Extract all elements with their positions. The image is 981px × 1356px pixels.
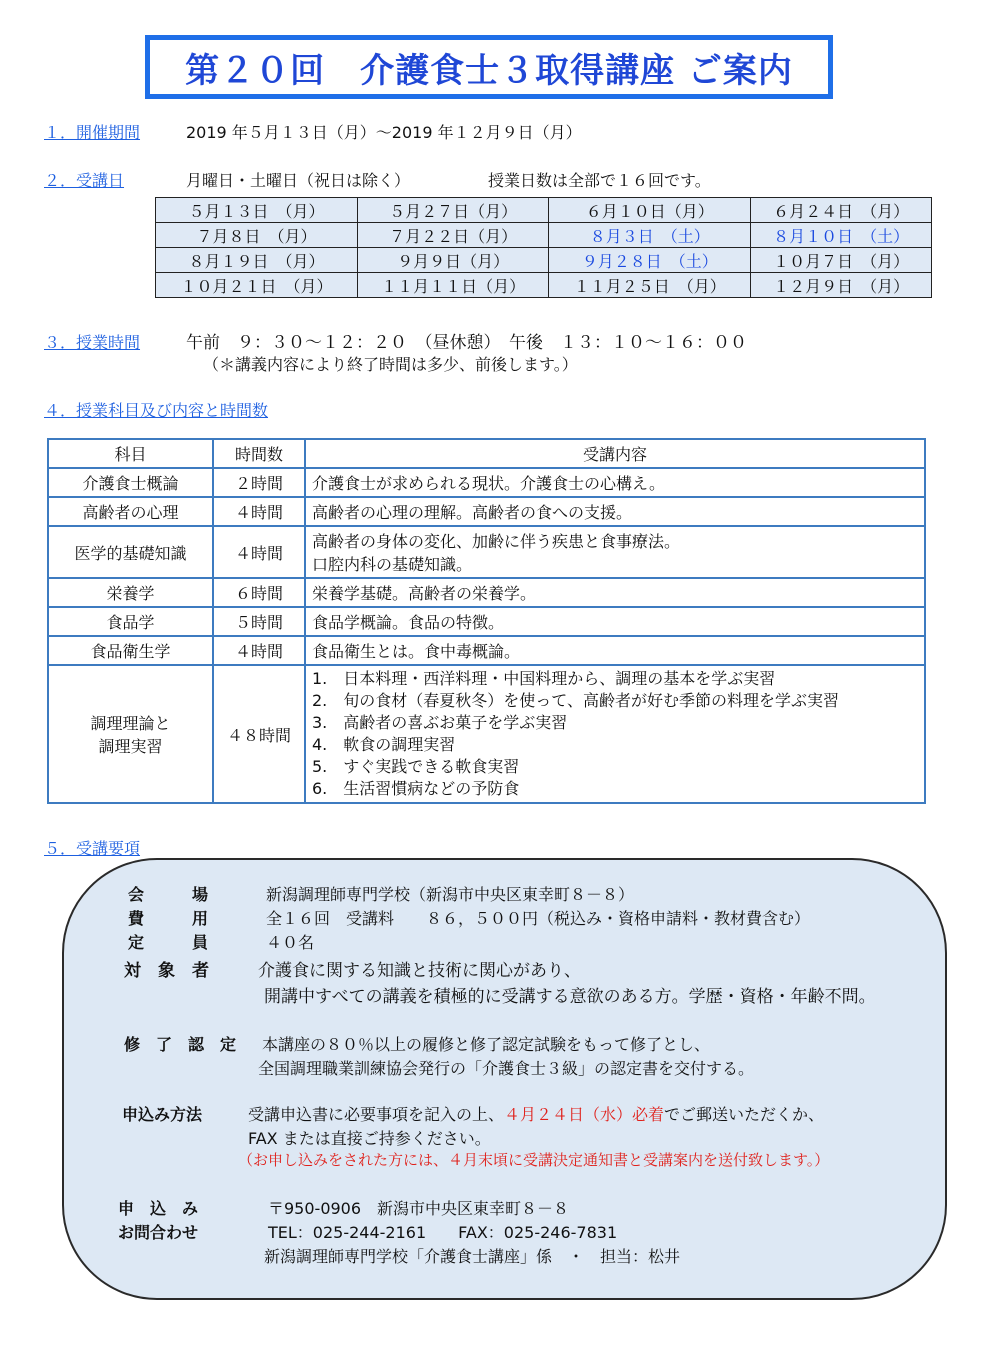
content-cell: 食品衛生とは。食中毒概論。	[305, 636, 925, 665]
table-row	[156, 198, 932, 223]
days-text: 月曜日・土曜日（祝日は除く）	[186, 171, 411, 190]
fee-label: 費 用	[128, 909, 209, 928]
cooking-list	[312, 668, 918, 800]
date-cell: ８月１９日 （月）	[156, 248, 358, 273]
content-cell: 介護食士が求められる現状。介護食士の心構え。	[305, 468, 925, 497]
list-item: 6. 生活習慣病などの予防食	[312, 779, 520, 798]
title-box	[145, 35, 833, 99]
date-cell: １０月２１日 （月）	[156, 273, 358, 298]
section-heading-hours: ３．授業時間	[44, 333, 141, 352]
application-line-2: FAX または直接ご持参ください。	[248, 1129, 491, 1148]
list-item: 2. 旬の食材（春夏秋冬）を使って、高齢者が好む季節の料理を学ぶ実習	[312, 691, 839, 710]
list-item: 3. 高齢者の喜ぶお菓子を学ぶ実習	[312, 713, 568, 732]
application-text: でご郵送いただくか、	[664, 1105, 825, 1124]
date-cell-saturday: ９月２８日 （土）	[549, 248, 751, 273]
hours-cell: ４時間	[213, 636, 305, 665]
subject-cell: 食品衛生学	[48, 636, 213, 665]
subjects-table	[47, 438, 926, 804]
header-content: 受講内容	[305, 439, 925, 468]
section-heading-period: １．開催期間	[44, 123, 141, 142]
application-note: （お申し込みをされた方には、４月末頃に受講決定通知書と受講案内を送付致します。）	[238, 1151, 830, 1169]
table-header-row	[48, 439, 925, 468]
date-cell-saturday: ８月１０日 （土）	[751, 223, 932, 248]
contact-label-2: お問合わせ	[118, 1223, 199, 1242]
capacity-value: ４０名	[266, 933, 315, 952]
list-item: 1. 日本料理・西洋料理・中国料理から、調理の基本を学ぶ実習	[312, 669, 776, 688]
content-cell	[305, 665, 925, 803]
table-row	[48, 526, 925, 578]
hours-cell: ５時間	[213, 607, 305, 636]
content-cell	[305, 526, 925, 578]
subject-cell: 医学的基礎知識	[48, 526, 213, 578]
venue-label: 会 場	[128, 885, 209, 904]
table-row	[48, 578, 925, 607]
contact-person: 新潟調理師専門学校「介護食士講座」係 ・ 担当：松井	[264, 1247, 681, 1266]
table-row	[156, 223, 932, 248]
table-row	[48, 636, 925, 665]
section-heading-subjects: ４．授業科目及び内容と時間数	[44, 401, 269, 420]
subject-cell: 介護食士概論	[48, 468, 213, 497]
hours-note: （＊講義内容により終了時間は多少、前後します。）	[203, 355, 578, 374]
hours-cell: ２時間	[213, 468, 305, 497]
period-text: 2019 年５月１３日（月）～2019 年１２月９日（月）	[186, 123, 582, 142]
target-line-1: 介護食に関する知識と技術に関心があり、	[258, 961, 581, 981]
hours-cell: ４時間	[213, 497, 305, 526]
table-row	[48, 607, 925, 636]
certification-line-2: 全国調理職業訓練協会発行の「介護食士３級」の認定書を交付する。	[258, 1059, 755, 1078]
date-cell: ７月８日 （月）	[156, 223, 358, 248]
date-cell: ５月１３日 （月）	[156, 198, 358, 223]
table-row	[48, 665, 925, 803]
contact-address: 〒950-0906 新潟市中央区東幸町８－８	[268, 1199, 570, 1218]
content-line: 口腔内科の基礎知識。	[312, 555, 473, 574]
venue-value: 新潟調理師専門学校（新潟市中央区東幸町８－８）	[266, 885, 635, 904]
class-hours-text: 午前 ９：３０～１２：２０ （昼休憩） 午後 １３：１０～１６：００	[186, 333, 747, 353]
table-row	[156, 273, 932, 298]
target-label: 対 象 者	[124, 961, 209, 981]
subject-cell: 高齢者の心理	[48, 497, 213, 526]
table-row	[48, 468, 925, 497]
schedule-table	[155, 197, 932, 298]
content-cell: 高齢者の心理の理解。高齢者の食への支援。	[305, 497, 925, 526]
certification-label: 修 了 認 定	[124, 1035, 237, 1054]
application-line-1	[248, 1102, 824, 1125]
class-count-text: 授業日数は全部で１６回です。	[488, 171, 711, 190]
application-text: 受講申込書に必要事項を記入の上、	[248, 1105, 505, 1124]
header-hours: 時間数	[213, 439, 305, 468]
date-cell: １１月２５日 （月）	[549, 273, 751, 298]
hours-cell: ４時間	[213, 526, 305, 578]
table-row	[156, 248, 932, 273]
certification-line-1: 本講座の８０％以上の履修と修了認定試験をもって修了とし、	[262, 1035, 711, 1054]
date-cell: ６月２４日 （月）	[751, 198, 932, 223]
deadline-text: ４月２４日（水）必着	[504, 1105, 665, 1124]
content-cell: 食品学概論。食品の特徴。	[305, 607, 925, 636]
list-item: 4. 軟食の調理実習	[312, 735, 456, 754]
fee-value: 全１６回 受講料 ８６，５００円（税込み・資格申請料・教材費含む）	[266, 909, 811, 928]
date-cell: １１月１１日（月）	[357, 273, 548, 298]
date-cell: ７月２２日（月）	[357, 223, 548, 248]
section-heading-requirements: ５．受講要項	[44, 839, 141, 858]
capacity-label: 定 員	[128, 933, 209, 952]
target-line-2: 開講中すべての講義を積極的に受講する意欲のある方。学歴・資格・年齢不問。	[264, 987, 876, 1007]
date-cell: １２月９日 （月）	[751, 273, 932, 298]
application-label: 申込み方法	[122, 1105, 203, 1124]
date-cell: ６月１０日（月）	[549, 198, 751, 223]
header-subject: 科目	[48, 439, 213, 468]
subject-cell: 栄養学	[48, 578, 213, 607]
contact-phone-fax: TEL：025-244-2161 FAX：025-246-7831	[268, 1223, 618, 1242]
date-cell: １０月７日 （月）	[751, 248, 932, 273]
subject-line: 調理理論と	[90, 714, 171, 733]
date-cell-saturday: ８月３日 （土）	[549, 223, 751, 248]
subject-line: 調理実習	[98, 737, 163, 756]
contact-label-1: 申 込 み	[118, 1199, 199, 1218]
hours-cell: ６時間	[213, 578, 305, 607]
hours-cell: ４８時間	[213, 665, 305, 803]
date-cell: ５月２７日（月）	[357, 198, 548, 223]
content-cell: 栄養学基礎。高齢者の栄養学。	[305, 578, 925, 607]
list-item: 5. すぐ実践できる軟食実習	[312, 757, 520, 776]
table-row	[48, 497, 925, 526]
content-line: 高齢者の身体の変化、加齢に伴う疾患と食事療法。	[312, 532, 681, 551]
date-cell: ９月９日（月）	[357, 248, 548, 273]
subject-cell: 食品学	[48, 607, 213, 636]
subject-cell	[48, 665, 213, 803]
page-title: 第２０回 介護食士３取得講座 ご案内	[185, 50, 793, 91]
section-heading-days: ２．受講日	[44, 171, 125, 190]
